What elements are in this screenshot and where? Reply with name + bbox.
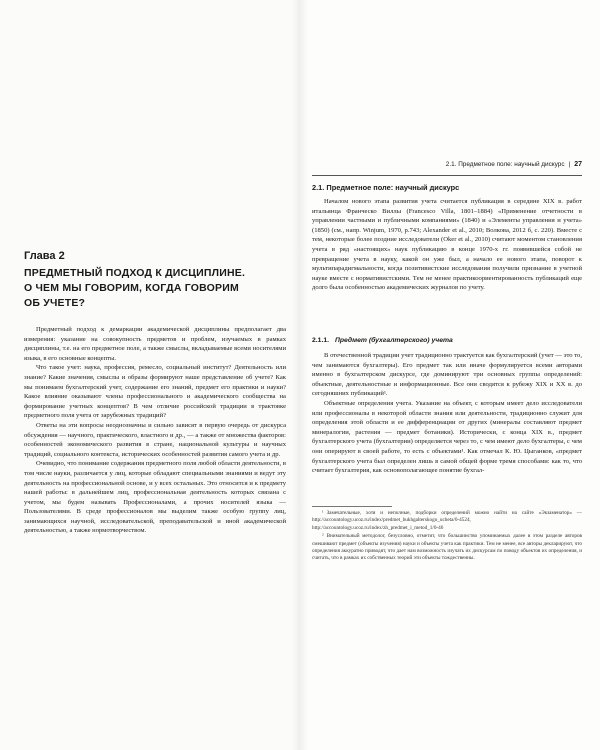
chapter-title-line: ОБ УЧЕТЕ? [24, 297, 86, 309]
subsection-number: 2.1.1. [312, 337, 330, 344]
section-heading: 2.1. Предметное поле: научный дискурс [312, 183, 460, 192]
chapter-title-line: О ЧЕМ МЫ ГОВОРИМ, КОГДА ГОВОРИМ [24, 282, 239, 294]
running-head-separator: | [568, 161, 571, 168]
body-paragraph: Предметный подход к демаркации академической дисциплины предполагает два измерения: указание на совокупность предметов и проблем, изучаемых в рамках дисциплины, т.е. на его предметное поле, а также смыслы, вкладываемые всеми носителями языка, в его основные концепты. [24, 326, 286, 362]
chapter-header [24, 250, 286, 311]
body-paragraph: Ответы на эти вопросы неоднозначны и сильно зависят в первую очередь от дискурса обсуждения — научного, практического, властного и др., — а также от множества факторов: особенностей экономического развития в стране, национальной культуры и научных традиций, социального контекста, исторических особенностей развития самого учета и др. [24, 421, 286, 458]
footnote-mark: ² [322, 533, 324, 540]
body-paragraph: Объектные определения учета. Указание на объект, с которым имеет дело исследователи или профессионалы в некоторой области знания или деятельности, традиционно служит для определения этой области и ее дифференциации от других (минералы составляют предмет минералогии, растения — предмет ботаники). Исторически, с конца XIX в., предмет бухгалтерского учета (бухгалтерии) определяется через то, с чем имеют дело бухгалтеры, с чем они оперируют в своей работе, то есть с объектами¹. Как отмечал К. Ю. Цыганков, «предмет бухгалтерского учета был определен лишь в самой общей форме тремя способами: как то, что считает бухгалтерия, как основополагающее понятие бухгал- [312, 399, 582, 475]
footnote-divider [312, 506, 392, 507]
page-number: 27 [574, 161, 582, 168]
subsection-title: Предмет (бухгалтерского) учета [335, 337, 453, 344]
subsection-body [312, 351, 582, 476]
chapter-title [24, 266, 286, 311]
body-paragraph: В отечественной традиции учет традиционно трактуется как бухгалтерский (учет — это то, чем занимаются бухгалтеры). Его предмет так или иначе формулируется всеми авторами именно в бухгалтерском дискурсе, где доминируют три основных группы определений: объектные, деятельностные и информационные. Все они сводятся к рубежу XIX и XX в. до сегодняшних публикаций¹. [312, 352, 582, 398]
body-paragraph: Началом нового этапа развития учета считается публикация в середине XIX в. работ итальянца Франческо Виллы (Francesco Villa, 1801–1884) «Применение отчетности в управлении частными и публичными компаниями» (1840) и «Элементы управления и учета» (1850) (см., напр. Winjum, 1970, p.743; Alexander et al., 2010; Волкова, 2012 б, с. 220). Вместе с тем, некоторые более поздние исследователи (Oker et al., 2010) считают моментом становления учета в ряд «настоящих» наук публикацию в конце 1970-х гг. появившейся собой не превращение учета в науку, какой он уже был, а начало ее нового этапа, поворот к мультипарадигмальности, когда позитивистские исследования получили признание в учетной науке вместе с нормативистскими. Тем не менее практикоориентированность публикаций еще долго была особенностью академических журналов по учету. [312, 198, 582, 292]
section-body [312, 197, 582, 293]
body-paragraph: Что такое учет: наука, профессия, ремесло, социальный институт? Деятельность или знание? Какие значения, смыслы и образы формируют наше представление об учете? Как мы понимаем бухгалтерский учет, содержание его знаний, предмет его практики и науки? Какое влияние оказывают члены профессионального и академического сообщества на формирование учетных концептов? В чем отличие российской традиции в трактовке предметного поля учета от зарубежных традиций? [24, 364, 286, 420]
running-head-section: 2.1. Предметное поле: научный дискурс [445, 161, 565, 168]
footnotes [312, 510, 582, 564]
subsection-heading [312, 337, 582, 344]
chapter-label: Глава 2 [24, 250, 65, 262]
footnote [312, 533, 582, 563]
left-page-body [24, 325, 286, 536]
footnote [312, 510, 582, 532]
footnote-text: Внимательный методолог, безусловно, отметит, что большинство упоминаемых далее в этом разделе авторов смешивают предмет (объекты изучения) науки и объекты учета как практики. Тем не менее, все авторы декларируют, что определения аккуратно приводят, что дает нам возможность изучать их дискурсам по поводу объектов их определения, и считать, что в рамках их собственных теорий эти объекты тождественны. [312, 533, 582, 562]
page-gutter [292, 0, 308, 750]
running-head [312, 161, 582, 176]
footnote-mark: ¹ [322, 510, 324, 516]
footnote-text: Замечательные, хотя и неполные, подборки определений можно найти на сайте «Экзаменатор» — http://accountology.ucoz.ru/index/predmet_bukhgalterskogo_ucheta/0-4524, http://accountology.ucoz.ru/index/zh_predmet_i_metod_1/0-46 [312, 510, 582, 531]
body-paragraph: Очевидно, что понимание содержания предметного поля любой области деятельности, в том числе науки, различается у лиц, которые обладают специальными знаниями и ведут эту деятельность на профессиональной основе, и у всех остальных. Это относится и к предмету нашей работы: в дальнейшем лиц, профессиональная деятельность которых связана с учетом, мы будем называть Профессионалами, а прочих носителей языка — Пользователями. В среде профессионалов мы выделим также особую группу лиц, занимающихся научной, исследовательской, преподавательской и иной академической деятельностью, а также нормотворчеством. [24, 460, 286, 535]
chapter-title-line: ПРЕДМЕТНЫЙ ПОДХОД К ДИСЦИПЛИНЕ. [24, 267, 246, 279]
